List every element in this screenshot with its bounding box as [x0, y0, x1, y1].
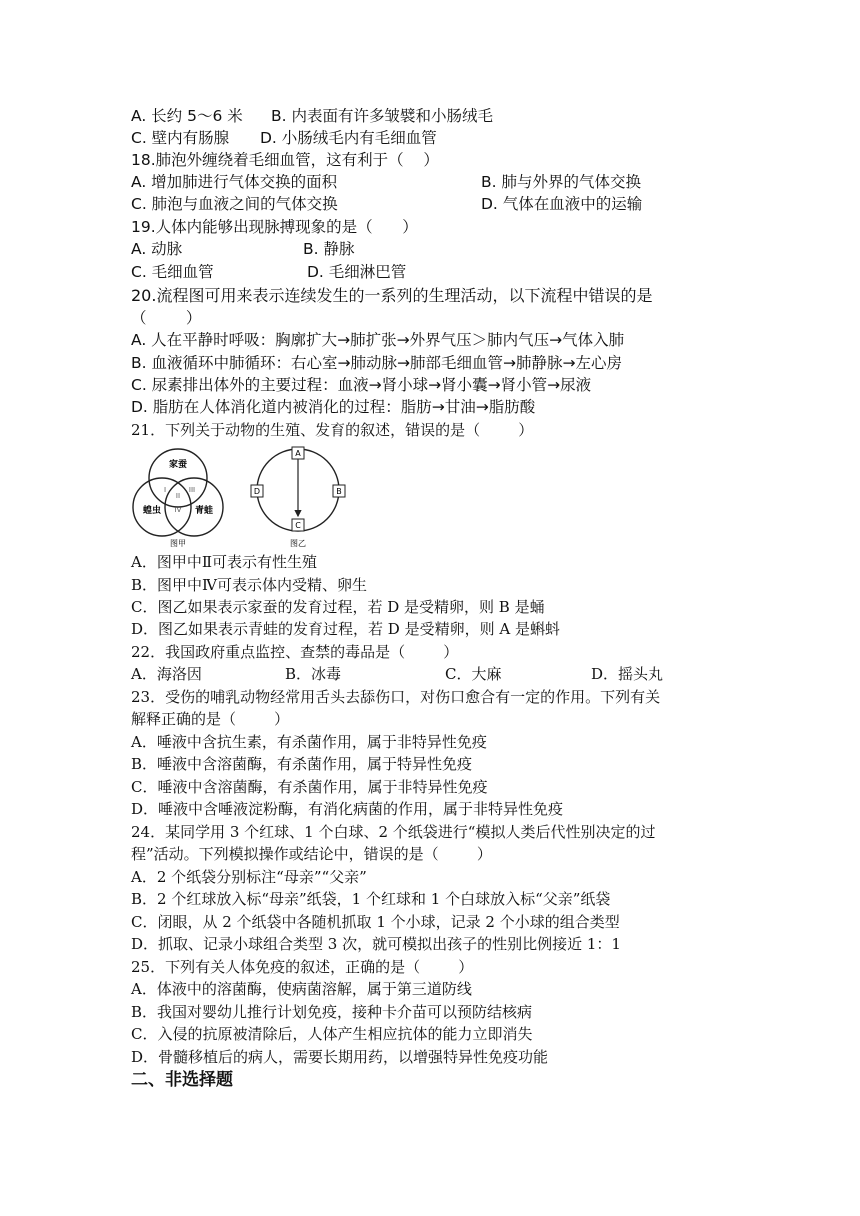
q22-option-d: D．摇头丸	[591, 665, 664, 683]
q23-stem-line1: 23．受伤的哺乳动物经常用舌头去舔伤口，对伤口愈合有一定的作用。下列有关	[131, 688, 661, 706]
q23-option-d: D．唾液中含唾液淀粉酶，有消化病菌的作用，属于非特异性免疫	[131, 800, 564, 818]
venn-region-2: II	[175, 492, 181, 500]
q24-option-b: B．2 个红球放入标“母亲”纸袋，1 个红球和 1 个白球放入标“父亲”纸袋	[131, 890, 611, 908]
q25-option-a: A．体液中的溶菌酶，使病菌溶解，属于第三道防线	[131, 980, 472, 998]
q24-option-a: A．2 个纸袋分别标注“母亲”“父亲”	[131, 868, 367, 886]
q22-option-b: B．冰毒	[285, 665, 342, 683]
venn-label-left: 蝗虫	[142, 506, 162, 516]
figure-jia-caption: 图甲	[170, 539, 186, 548]
cycle-node-d-label: D	[253, 487, 261, 496]
q25-option-d: D．骨髓移植后的病人，需要长期用药，以增强特异性免疫功能	[131, 1048, 549, 1066]
q19-option-b: B. 静脉	[303, 240, 355, 258]
q20-option-b: B. 血液循环中肺循环：右心室→肺动脉→肺部毛细血管→肺静脉→左心房	[131, 354, 622, 372]
q20-option-c: C. 尿素排出体外的主要过程：血液→肾小球→肾小囊→肾小管→尿液	[131, 376, 592, 394]
q20-option-d: D. 脂肪在人体消化道内被消化的过程：脂肪→甘油→脂肪酸	[131, 398, 536, 416]
q19-stem: 19.人体内能够出现脉搏现象的是（ ）	[131, 218, 418, 236]
q20-option-a: A. 人在平静时呼吸：胸廓扩大→肺扩张→外界气压＞肺内气压→气体入肺	[131, 331, 625, 349]
q17-option-b: B. 内表面有许多皱襞和小肠绒毛	[271, 107, 493, 125]
q18-option-a: A. 增加肺进行气体交换的面积	[131, 173, 338, 191]
q21-option-c: C．图乙如果表示家蚕的发育过程，若 D 是受精卵，则 B 是蛹	[131, 598, 545, 616]
venn-region-4: IV	[174, 506, 182, 514]
q21-figure-svg	[132, 445, 372, 550]
q17-option-a: A. 长约 5～6 米	[131, 107, 243, 125]
q22-option-c: C．大麻	[445, 665, 502, 683]
q17-option-c: C. 壁内有肠腺	[131, 129, 230, 147]
q18-option-c: C. 肺泡与血液之间的气体交换	[131, 195, 338, 213]
venn-label-right: 青蛙	[194, 506, 214, 516]
q25-option-b: B．我国对婴幼儿推行计划免疫，接种卡介苗可以预防结核病	[131, 1003, 533, 1021]
q19-option-d: D. 毛细淋巴管	[307, 263, 407, 281]
venn-diagram	[133, 449, 223, 548]
section-heading: 二、非选择题	[131, 1070, 233, 1090]
venn-region-1: I	[163, 486, 167, 494]
q22-option-a: A．海洛因	[131, 665, 202, 683]
q23-option-c: C．唾液中含溶菌酶，有杀菌作用，属于非特异性免疫	[131, 778, 488, 796]
q24-option-c: C．闭眼，从 2 个纸袋中各随机抓取 1 个小球，记录 2 个小球的组合类型	[131, 913, 620, 931]
cycle-node-c-label: C	[295, 521, 301, 530]
q17-option-d: D. 小肠绒毛内有毛细血管	[260, 129, 437, 147]
q18-option-d: D. 气体在血液中的运输	[481, 195, 643, 213]
q20-stem-line1: 20.流程图可用来表示连续发生的一系列的生理活动，以下流程中错误的是	[131, 286, 653, 305]
q21-option-d: D．图乙如果表示青蛙的发育过程，若 D 是受精卵，则 A 是蝌蚪	[131, 620, 560, 638]
q24-option-d: D．抓取、记录小球组合类型 3 次，就可模拟出孩子的性别比例接近 1：1	[131, 935, 621, 953]
q24-stem-line2: 程”活动。下列模拟操作或结论中，错误的是（ ）	[131, 845, 492, 863]
cycle-diagram	[251, 447, 345, 548]
q21-stem: 21．下列关于动物的生殖、发育的叙述，错误的是（ ）	[131, 421, 534, 439]
q18-stem: 18.肺泡外缠绕着毛细血管，这有利于（ ）	[131, 151, 439, 169]
figure-yi-caption: 图乙	[290, 539, 306, 548]
q25-stem: 25．下列有关人体免疫的叙述，正确的是（ ）	[131, 958, 474, 976]
q23-option-b: B．唾液中含溶菌酶，有杀菌作用，属于特异性免疫	[131, 755, 473, 773]
q24-stem-line1: 24．某同学用 3 个红球、1 个白球、2 个纸袋进行“模拟人类后代性别决定的过	[131, 823, 656, 841]
q19-option-c: C. 毛细血管	[131, 263, 214, 281]
venn-label-top: 家蚕	[168, 460, 188, 470]
q21-figure	[132, 445, 372, 550]
q18-option-b: B. 肺与外界的气体交换	[481, 173, 641, 191]
cycle-node-b-label: B	[336, 487, 342, 496]
venn-region-3: III	[188, 486, 196, 494]
q25-option-c: C．入侵的抗原被清除后，人体产生相应抗体的能力立即消失	[131, 1025, 533, 1043]
q19-option-a: A. 动脉	[131, 240, 183, 258]
q21-option-a: A．图甲中Ⅱ可表示有性生殖	[131, 553, 318, 571]
q23-stem-line2: 解释正确的是（ ）	[131, 710, 290, 728]
q23-option-a: A．唾液中含抗生素，有杀菌作用，属于非特异性免疫	[131, 733, 487, 751]
q20-stem-line2: （ ）	[131, 309, 202, 327]
q22-stem: 22．我国政府重点监控、查禁的毒品是（ ）	[131, 643, 459, 661]
q21-option-b: B．图甲中Ⅳ可表示体内受精、卵生	[131, 576, 368, 594]
cycle-node-a-label: A	[295, 449, 301, 458]
